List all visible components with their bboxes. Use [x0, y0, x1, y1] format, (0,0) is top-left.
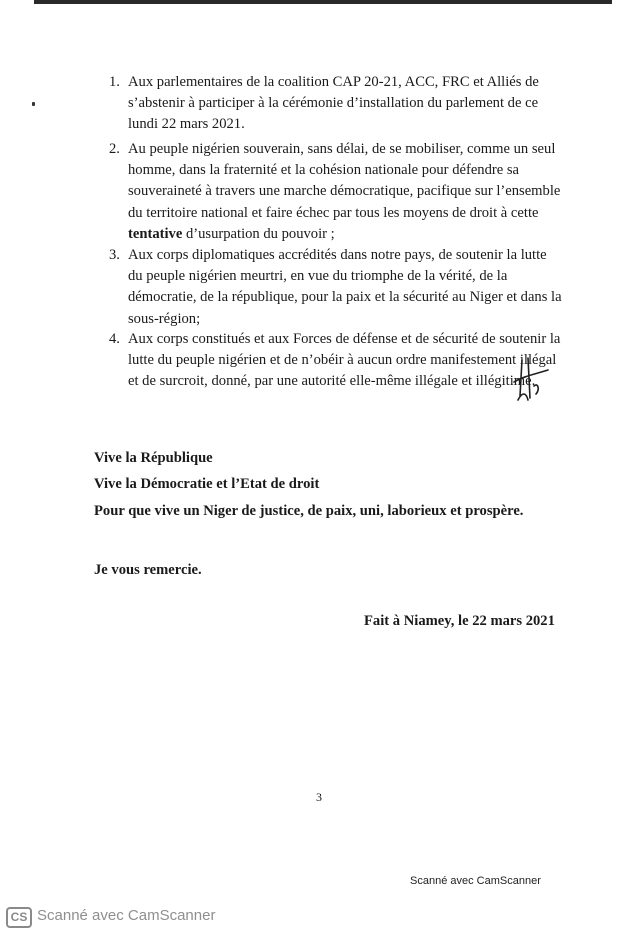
- slogan-line: Pour que vive un Niger de justice, de paix, uni, laborieux et prospère.: [94, 503, 524, 519]
- place-and-date: Fait à Niamey, le 22 mars 2021: [364, 613, 555, 629]
- item-text: Aux corps constitués et aux Forces de défense et de sécurité de soutenir la lutte du peuple nigérien et de n’obéir à aucun ordre manifestement illégal et de surcroit, donné, par une autorité elle-même illégale et illégitime.: [128, 331, 561, 390]
- list-item: [109, 72, 564, 136]
- item-number: 4.: [109, 331, 120, 347]
- handwritten-initials: [508, 356, 550, 402]
- item-number: 2.: [109, 141, 120, 157]
- list-item: [109, 245, 564, 330]
- scan-note: Scanné avec CamScanner: [410, 875, 541, 887]
- item-text-part: d’usurpation du pouvoir ;: [182, 225, 335, 242]
- item-text: Aux parlementaires de la coalition CAP 20-21, ACC, FRC et Alliés de s’abstenir à participer à la cérémonie d’installation du parlement de ce lundi 22 mars 2021.: [128, 74, 539, 133]
- item-text-part: Au peuple nigérien souverain, sans délai, de se mobiliser, comme un seul homme, dans la fraternité et la cohésion nationale pour défendre sa souveraineté à travers une marche démocratique, pacifique sur l’ensemble du territoire national et faire échec par tous les moyens de droit à cette: [128, 141, 561, 221]
- slogan-line: Vive la Démocratie et l’Etat de droit: [94, 476, 320, 492]
- item-text: [128, 139, 564, 245]
- item-number: 1.: [109, 74, 120, 90]
- camscanner-watermark: [0, 900, 635, 935]
- item-text: Aux corps diplomatiques accrédités dans notre pays, de soutenir la lutte du peuple nigérien meurtri, en vue du triomphe de la vérité, de la démocratie, de la république, pour la paix et la sécurité au Niger et dans la sous-région;: [128, 247, 562, 327]
- slogan-line: Vive la République: [94, 450, 213, 466]
- page-number: 3: [316, 790, 322, 804]
- watermark-text: Scanné avec CamScanner: [37, 907, 216, 924]
- list-item: [109, 329, 564, 393]
- item-text-bold: tentative: [128, 225, 183, 242]
- page-top-edge: [34, 0, 612, 4]
- list-item: [109, 139, 564, 245]
- item-number: 3.: [109, 247, 120, 263]
- camscanner-logo-icon: CS: [6, 907, 32, 928]
- closing-thanks: Je vous remercie.: [94, 562, 202, 578]
- scan-speck: [32, 102, 35, 106]
